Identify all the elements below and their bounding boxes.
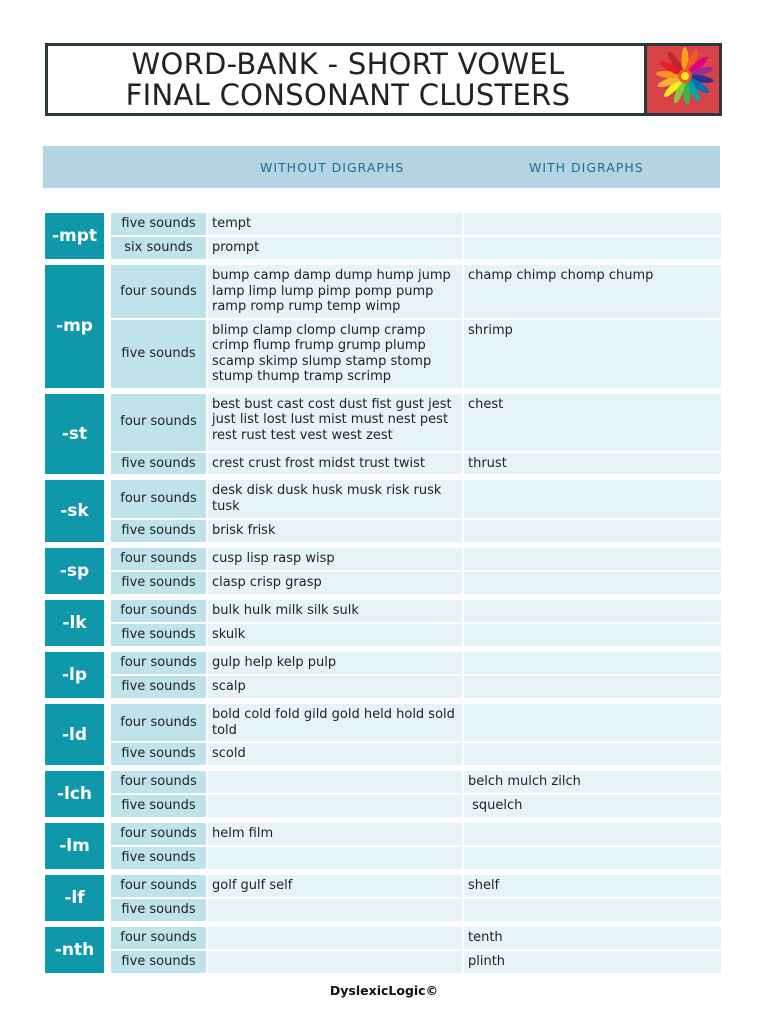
sound-count-cell: four sounds: [111, 823, 206, 845]
with-digraphs-cell: chest: [464, 394, 721, 451]
without-digraphs-cell: [208, 927, 462, 949]
sound-count-cell: five sounds: [111, 676, 206, 698]
with-digraphs-cell: tenth: [464, 927, 721, 949]
table-row: [111, 265, 721, 318]
without-digraphs-cell: clasp crisp grasp: [208, 572, 462, 594]
table-row: [111, 743, 721, 765]
table-row: [111, 676, 721, 698]
without-digraphs-cell: [208, 847, 462, 869]
with-digraphs-cell: [464, 847, 721, 869]
without-digraphs-cell: bump camp damp dump hump jump lamp limp lump pimp pomp pump ramp romp rump temp wimp: [208, 265, 462, 318]
sound-count-cell: five sounds: [111, 951, 206, 973]
cluster-label: -mp: [45, 265, 104, 388]
sound-count-cell: four sounds: [111, 480, 206, 518]
header-with-digraphs: WITH DIGRAPHS: [529, 160, 644, 175]
with-digraphs-cell: [464, 652, 721, 674]
sound-count-cell: four sounds: [111, 927, 206, 949]
sound-count-cell: five sounds: [111, 847, 206, 869]
table-row: [111, 548, 721, 570]
with-digraphs-cell: [464, 480, 721, 518]
sound-count-cell: five sounds: [111, 453, 206, 475]
without-digraphs-cell: brisk frisk: [208, 520, 462, 542]
sound-count-cell: four sounds: [111, 652, 206, 674]
title-line-1: WORD-BANK - SHORT VOWEL: [131, 46, 565, 81]
cluster-group: [45, 823, 721, 869]
with-digraphs-cell: [464, 572, 721, 594]
table-row: [111, 771, 721, 793]
page-title: [48, 46, 648, 113]
with-digraphs-cell: [464, 899, 721, 921]
with-digraphs-cell: plinth: [464, 951, 721, 973]
without-digraphs-cell: [208, 951, 462, 973]
sound-count-cell: four sounds: [111, 704, 206, 741]
cluster-label: -lm: [45, 823, 104, 869]
with-digraphs-cell: [464, 743, 721, 765]
sound-count-cell: five sounds: [111, 320, 206, 388]
without-digraphs-cell: desk disk dusk husk musk risk rusk tusk: [208, 480, 462, 518]
with-digraphs-cell: belch mulch zilch: [464, 771, 721, 793]
table-row: [111, 572, 721, 594]
cluster-group: [45, 652, 721, 698]
table-row: [111, 600, 721, 622]
table-row: [111, 899, 721, 921]
cluster-label: -nth: [45, 927, 104, 973]
table-row: [111, 480, 721, 518]
sound-count-cell: four sounds: [111, 771, 206, 793]
with-digraphs-cell: squelch: [464, 795, 721, 817]
table-row: [111, 624, 721, 646]
logo: [644, 46, 719, 113]
sound-count-cell: four sounds: [111, 548, 206, 570]
sound-count-cell: four sounds: [111, 875, 206, 897]
cluster-group: [45, 213, 721, 259]
cluster-label: -st: [45, 394, 104, 475]
word-bank-table: [45, 213, 721, 979]
without-digraphs-cell: scold: [208, 743, 462, 765]
without-digraphs-cell: gulp help kelp pulp: [208, 652, 462, 674]
cluster-label: -mpt: [45, 213, 104, 259]
with-digraphs-cell: thrust: [464, 453, 721, 475]
with-digraphs-cell: shelf: [464, 875, 721, 897]
with-digraphs-cell: [464, 624, 721, 646]
sound-count-cell: five sounds: [111, 520, 206, 542]
with-digraphs-cell: [464, 823, 721, 845]
sound-count-cell: four sounds: [111, 600, 206, 622]
sound-count-cell: five sounds: [111, 899, 206, 921]
sound-count-cell: five sounds: [111, 795, 206, 817]
cluster-group: [45, 600, 721, 646]
without-digraphs-cell: scalp: [208, 676, 462, 698]
table-row: [111, 237, 721, 259]
column-header-bar: [43, 146, 720, 188]
with-digraphs-cell: [464, 600, 721, 622]
without-digraphs-cell: best bust cast cost dust fist gust jest just list lost lust mist must nest pest rest rust test vest west zest: [208, 394, 462, 451]
table-row: [111, 823, 721, 845]
flower-icon: [647, 46, 719, 113]
footer-credit: DyslexicLogic©: [329, 983, 439, 998]
title-line-2: FINAL CONSONANT CLUSTERS: [125, 77, 571, 112]
table-row: [111, 795, 721, 817]
cluster-group: [45, 704, 721, 765]
cluster-group: [45, 480, 721, 542]
cluster-label: -lf: [45, 875, 104, 921]
without-digraphs-cell: [208, 795, 462, 817]
cluster-label: -lp: [45, 652, 104, 698]
header-without-digraphs: WITHOUT DIGRAPHS: [260, 160, 405, 175]
table-row: [111, 847, 721, 869]
table-row: [111, 951, 721, 973]
with-digraphs-cell: [464, 548, 721, 570]
table-row: [111, 875, 721, 897]
sound-count-cell: five sounds: [111, 572, 206, 594]
table-row: [111, 704, 721, 741]
with-digraphs-cell: [464, 237, 721, 259]
sound-count-cell: six sounds: [111, 237, 206, 259]
cluster-group: [45, 771, 721, 817]
title-box: [45, 43, 722, 116]
without-digraphs-cell: prompt: [208, 237, 462, 259]
with-digraphs-cell: [464, 213, 721, 235]
sound-count-cell: five sounds: [111, 624, 206, 646]
cluster-label: -lch: [45, 771, 104, 817]
with-digraphs-cell: [464, 676, 721, 698]
cluster-label: -lk: [45, 600, 104, 646]
sound-count-cell: five sounds: [111, 743, 206, 765]
cluster-group: [45, 265, 721, 388]
table-row: [111, 520, 721, 542]
without-digraphs-cell: cusp lisp rasp wisp: [208, 548, 462, 570]
sound-count-cell: four sounds: [111, 394, 206, 451]
table-row: [111, 213, 721, 235]
sound-count-cell: four sounds: [111, 265, 206, 318]
with-digraphs-cell: shrimp: [464, 320, 721, 388]
cluster-group: [45, 548, 721, 594]
cluster-label: -sp: [45, 548, 104, 594]
without-digraphs-cell: helm film: [208, 823, 462, 845]
table-row: [111, 453, 721, 475]
table-row: [111, 652, 721, 674]
without-digraphs-cell: skulk: [208, 624, 462, 646]
cluster-label: -sk: [45, 480, 104, 542]
without-digraphs-cell: bulk hulk milk silk sulk: [208, 600, 462, 622]
cluster-group: [45, 927, 721, 973]
without-digraphs-cell: [208, 899, 462, 921]
without-digraphs-cell: golf gulf self: [208, 875, 462, 897]
without-digraphs-cell: blimp clamp clomp clump cramp crimp flump frump grump plump scamp skimp slump stamp stomp stump thump tramp scrimp: [208, 320, 462, 388]
sound-count-cell: five sounds: [111, 213, 206, 235]
without-digraphs-cell: tempt: [208, 213, 462, 235]
cluster-label: -ld: [45, 704, 104, 765]
without-digraphs-cell: crest crust frost midst trust twist: [208, 453, 462, 475]
with-digraphs-cell: champ chimp chomp chump: [464, 265, 721, 318]
table-row: [111, 394, 721, 451]
cluster-group: [45, 394, 721, 475]
without-digraphs-cell: bold cold fold gild gold held hold sold told: [208, 704, 462, 741]
with-digraphs-cell: [464, 520, 721, 542]
table-row: [111, 320, 721, 388]
cluster-group: [45, 875, 721, 921]
table-row: [111, 927, 721, 949]
without-digraphs-cell: [208, 771, 462, 793]
with-digraphs-cell: [464, 704, 721, 741]
